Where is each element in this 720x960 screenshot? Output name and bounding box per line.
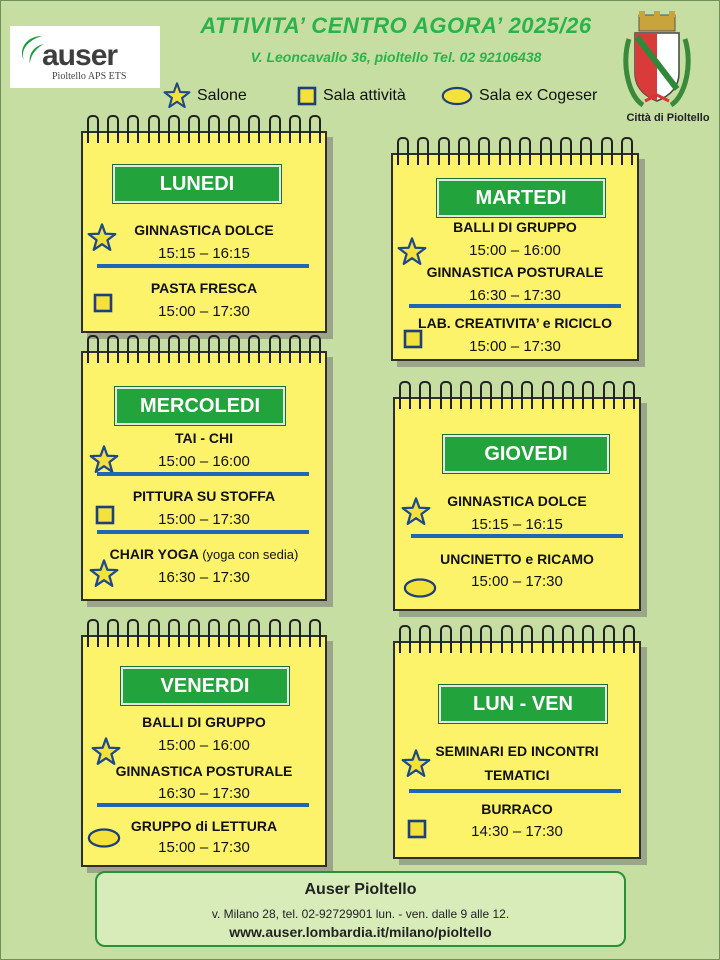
activity-name: PITTURA SU STOFFA (132, 488, 276, 504)
separator (409, 304, 621, 308)
legend-sala-attivita (297, 85, 406, 107)
page-title: ATTIVITA’ CENTRO AGORA’ 2025/26 (200, 13, 592, 38)
activity-name: GINNASTICA POSTURALE (115, 763, 293, 779)
day-label: LUN - VEN (439, 685, 607, 723)
activity-name: BALLI DI GRUPPO (142, 714, 266, 730)
logo-subtitle: Pioltello APS ETS (52, 71, 127, 82)
card-venerdi (81, 635, 327, 867)
footer-name: Auser Pioltello (304, 881, 417, 898)
day-label: VENERDI (121, 667, 289, 705)
activity-time: 15:00 – 17:30 (158, 511, 250, 528)
activity-time: 16:30 – 17:30 (158, 785, 250, 802)
activity-name: PASTA FRESCA (150, 280, 258, 296)
spiral-binding (399, 625, 635, 653)
separator (411, 534, 623, 538)
day-label: MARTEDI (437, 179, 605, 217)
day-label: GIOVEDI (443, 435, 609, 473)
spiral-binding (87, 115, 321, 143)
activity-name: GINNASTICA DOLCE (134, 222, 274, 238)
city-crest-icon (623, 9, 691, 113)
spiral-binding (399, 381, 635, 409)
spiral-binding (87, 335, 321, 363)
footer-info-box (95, 871, 626, 947)
legend-sala-ex (441, 85, 597, 107)
activity-time: 16:30 – 17:30 (469, 287, 561, 304)
square-icon (297, 86, 317, 106)
day-label: LUNEDI (113, 165, 281, 203)
separator (409, 789, 621, 793)
activity-time: 15:00 – 17:30 (158, 303, 250, 320)
footer-url[interactable]: www.auser.lombardia.it/milano/pioltello (229, 924, 492, 940)
activity-name: GINNASTICA POSTURALE (426, 264, 604, 280)
activity-name: BALLI DI GRUPPO (453, 219, 577, 235)
activity-time: 16:30 – 17:30 (158, 569, 250, 586)
legend-salone-label: Salone (197, 87, 247, 104)
activity-name: UNCINETTO e RICAMO (440, 551, 594, 567)
activity-time: 15:00 – 17:30 (471, 573, 563, 590)
activity-time: 15:15 – 16:15 (471, 516, 563, 533)
activity-name: BURRACO (481, 801, 553, 817)
star-icon (163, 82, 191, 110)
card-martedi (391, 153, 639, 361)
logo-name: auser (42, 39, 118, 72)
activity-name: SEMINARI ED INCONTRI (435, 743, 599, 759)
activity-name: TAI - CHI (174, 430, 234, 446)
card-lun-ven (393, 641, 641, 859)
oval-icon (441, 86, 473, 106)
activity-time: 15:00 – 16:00 (469, 242, 561, 259)
legend-sala-attivita-label: Sala attività (323, 87, 406, 104)
spiral-binding (87, 619, 321, 647)
legend-salone (163, 85, 247, 107)
activity-time: 14:30 – 17:30 (471, 823, 563, 840)
separator (97, 530, 309, 534)
activity-name: LAB. CREATIVITA’ e RICICLO (418, 315, 612, 331)
auser-logo (10, 26, 160, 88)
separator (97, 472, 309, 476)
activity-time: 15:00 – 17:30 (469, 338, 561, 355)
page-subtitle: V. Leoncavallo 36, pioltello Tel. 02 92106438 (250, 49, 542, 65)
card-lunedi (81, 131, 327, 333)
day-label: MERCOLEDI (115, 387, 285, 425)
activity-time: 15:15 – 16:15 (158, 245, 250, 262)
activity-name: GINNASTICA DOLCE (447, 493, 587, 509)
activity-name-cont: TEMATICI (484, 767, 550, 783)
activity-time: 15:00 – 17:30 (158, 839, 250, 856)
card-mercoledi (81, 351, 327, 601)
separator (97, 264, 309, 268)
activity-name: CHAIR YOGA (yoga con sedia) (109, 546, 299, 562)
separator (97, 803, 309, 807)
activity-time: 15:00 – 16:00 (158, 737, 250, 754)
activity-name: GRUPPO di LETTURA (130, 818, 278, 834)
crest-label: Città di Pioltello (626, 112, 710, 124)
legend-sala-ex-label: Sala ex Cogeser (479, 87, 598, 104)
card-giovedi (393, 397, 641, 611)
footer-address: v. Milano 28, tel. 02-92729901 lun. - ven. dalle 9 alle 12. (211, 907, 510, 921)
spiral-binding (397, 137, 633, 165)
activity-time: 15:00 – 16:00 (158, 453, 250, 470)
